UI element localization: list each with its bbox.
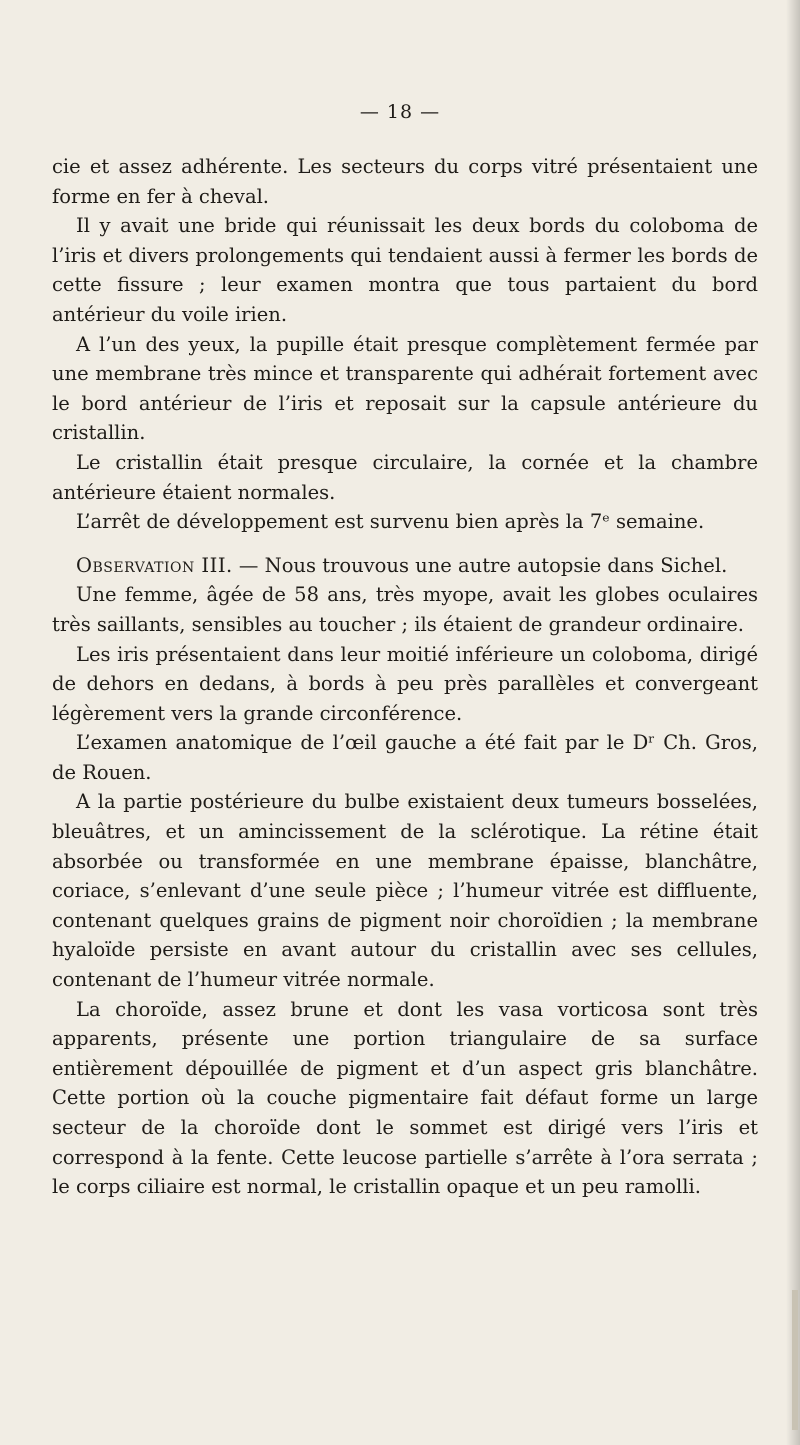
page-number: — 18 — <box>359 101 441 123</box>
paragraph-choroid: La choroïde, assez brune et dont les vasa vorticosa sont très apparents, présente une portion triangulaire de sa surface entièrement dépouillée de pigment et d’un aspect gris blanchâtre. Cette portion où la couche pigmentaire fait défaut forme un large secteur de la choroïde dont le sommet est dirigé vers l’iris et correspond à la fente. Cette leucose partielle s’arrête à l’ora serrata ; le corps ciliaire est normal, le cristallin opaque et un peu ramolli. <box>52 997 758 1199</box>
paragraph-crystalline: Le cristallin était presque circulaire, la cornée et la chambre antérieure étaient normales. <box>52 450 758 504</box>
paragraph-bride: Il y avait une bride qui réunissait les deux bords du coloboma de l’iris et divers prolongements qui tendaient aussi à fermer les bords de cette fissure ; leur examen montra que tous partaient du bord antérieur du voile irien. <box>52 214 758 326</box>
paragraph-iris: Les iris présentaient dans leur moitié inférieure un coloboma, dirigé de dehors en dedans, à bords à peu près parallèles et convergeant légèrement vers la grande circonférence. <box>52 642 758 725</box>
paragraph-exam: L’examen anatomique de l’œil gauche a été fait par le Dʳ Ch. Gros, de Rouen. <box>52 731 758 784</box>
paragraph-posterior: A la partie postérieure du bulbe existaient deux tumeurs bosselées, bleuâtres, et un amincissement de la sclérotique. La rétine était absorbée ou transformée en une membrane épaisse, blanchâtre, coriace, s’enlevant d’une seule pièce ; l’humeur vitrée est diffluente, contenant quelques grains de pigment noir choroïdien ; la membrane hyaloïde persiste en avant autour du cristallin avec ses cellules, contenant de l’humeur vitrée normale. <box>52 790 758 992</box>
observation-heading: Observation III. <box>76 553 233 577</box>
body-text <box>52 152 758 1202</box>
section-gap <box>52 537 758 551</box>
observation-lead: — Nous trouvous une autre autopsie dans Sichel. <box>232 553 728 577</box>
paragraph-pupil: A l’un des yeux, la pupille était presque complètement fermée par une membrane très mince et transparente qui adhérait fortement avec le bord antérieur de l’iris et reposait sur la capsule antérieure du cristallin. <box>52 332 758 445</box>
paragraph-arrest: L’arrêt de développement est survenu bien après la 7ᵉ semaine. <box>76 510 705 534</box>
paragraph-vitreous-sectors: cie et assez adhérente. Les secteurs du corps vitré présentaient une forme en fer à cheval. <box>52 155 758 208</box>
page-edge-mark <box>792 1290 798 1430</box>
paragraph-patient: Une femme, âgée de 58 ans, très myope, avait les globes oculaires très saillants, sensibles au toucher ; ils étaient de grandeur ordinaire. <box>52 583 758 636</box>
observation-paragraph <box>52 551 758 581</box>
page-edge-shadow <box>786 0 800 1445</box>
